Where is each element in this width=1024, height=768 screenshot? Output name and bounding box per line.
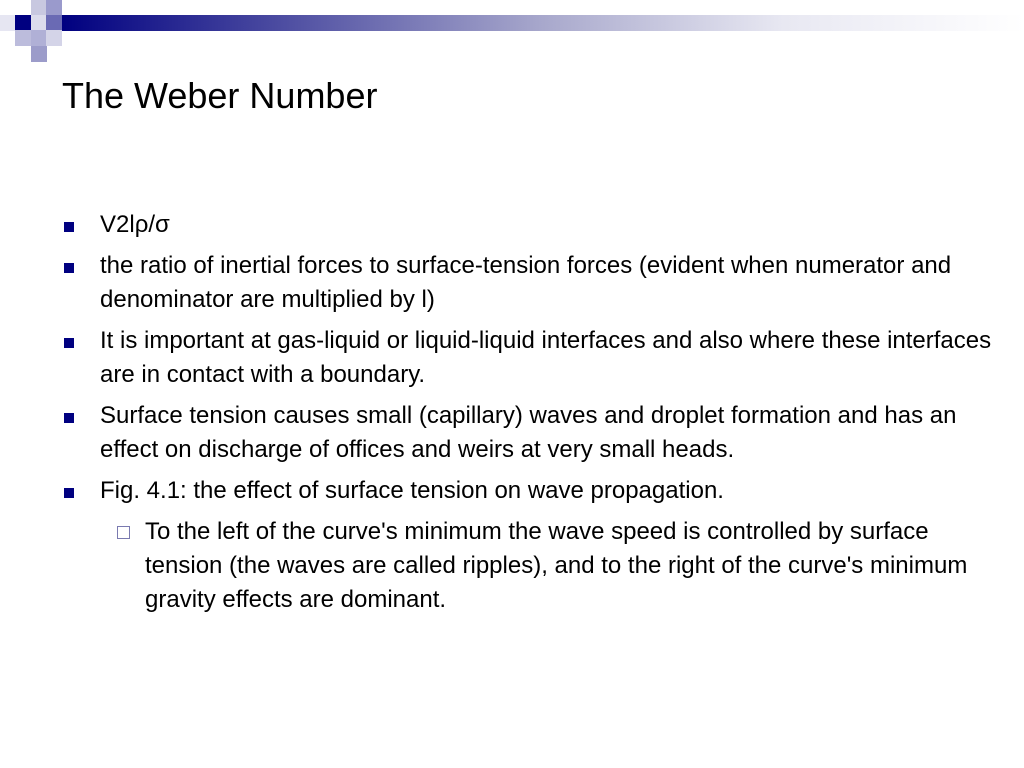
- decor-square: [46, 30, 62, 46]
- decor-square: [31, 15, 47, 31]
- square-bullet-icon: [64, 488, 74, 498]
- square-bullet-icon: [64, 263, 74, 273]
- bullet-item: [62, 474, 1012, 508]
- bullet-list: [62, 208, 1012, 617]
- bullet-item: [62, 399, 1012, 467]
- sub-bullet-text: To the left of the curve's minimum the wave speed is controlled by surface tension (the waves are called ripples), and to the right of the curve's minimum gravity effects are dominant.: [145, 518, 968, 613]
- sub-bullet-list: [62, 515, 1012, 617]
- decor-square: [46, 15, 62, 31]
- bullet-text: the ratio of inertial forces to surface-tension forces (evident when numerator and denominator are multiplied by l): [100, 252, 952, 313]
- bullet-item: [62, 208, 1012, 242]
- header-decoration: [0, 0, 1024, 66]
- bullet-text: Surface tension causes small (capillary) waves and droplet formation and has an effect on discharge of offices and weirs at very small heads.: [100, 402, 957, 463]
- sub-bullet-group: [62, 515, 1012, 617]
- hollow-square-bullet-icon: [117, 526, 130, 539]
- square-bullet-icon: [64, 413, 74, 423]
- header-gradient-bar: [62, 15, 1024, 31]
- decor-square: [15, 15, 31, 31]
- bullet-item: [62, 249, 1012, 317]
- sub-bullet-item: [62, 515, 1005, 617]
- slide-title: The Weber Number: [62, 75, 378, 116]
- bullet-text: It is important at gas-liquid or liquid-liquid interfaces and also where these interfaces are in contact with a boundary.: [100, 327, 992, 388]
- bullet-text: Fig. 4.1: the effect of surface tension on wave propagation.: [100, 477, 724, 504]
- bullet-item: [62, 324, 1012, 392]
- square-bullet-icon: [64, 338, 74, 348]
- decor-square: [46, 0, 62, 16]
- square-bullet-icon: [64, 222, 74, 232]
- bullet-text: V2lρ/σ: [100, 211, 170, 238]
- decor-square: [15, 30, 31, 46]
- decor-square: [31, 0, 47, 16]
- decor-square: [0, 15, 16, 31]
- decor-square: [31, 46, 47, 62]
- decor-square: [31, 30, 47, 46]
